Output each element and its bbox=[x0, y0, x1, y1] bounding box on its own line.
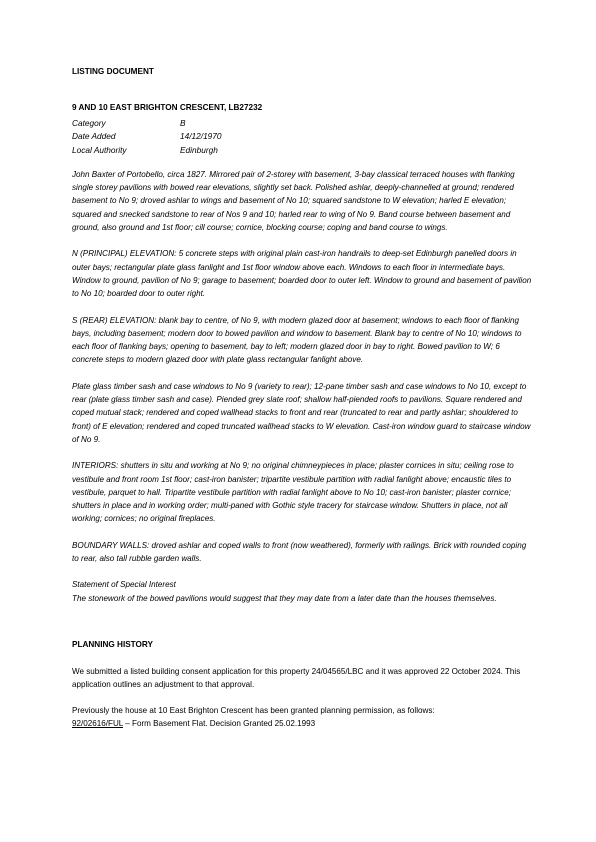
listing-metadata bbox=[72, 117, 532, 157]
planning-history-intro: Previously the house at 10 East Brighton Crescent has been granted planning permission, as follows: bbox=[72, 705, 435, 715]
meta-label: Category bbox=[72, 118, 106, 128]
meta-value: Edinburgh bbox=[180, 144, 218, 155]
north-elevation-paragraph: N (PRINCIPAL) ELEVATION: 5 concrete steps with original plain cast-iron handrails to deep-set Edinburgh panelled doors in outer bays; rectangular plate glass fanlight and 1st floor window above each. Windows to each floor in intermediate bays. Window to ground, pavilion of No 9; garage to basement; boarded door to outer left. Window to ground and basement of pavilion to No 10; boarded door to outer right. bbox=[72, 249, 532, 299]
statement-of-special-interest bbox=[72, 578, 532, 605]
planning-paragraph-history bbox=[72, 704, 532, 731]
planning-paragraph-approval: We submitted a listed building consent application for this property 24/04565/LBC and it was approved 22 October 2024. This application outlines an adjustment to that approval. bbox=[72, 666, 521, 690]
meta-label: Date Added bbox=[72, 131, 116, 142]
planning-history-heading: PLANNING HISTORY bbox=[72, 639, 153, 649]
interiors-paragraph: INTERIORS: shutters in situ and working at No 9; no original chimneypieces in place; plaster cornices in situ; ceiling rose to vestibule and front room 1st floor; cast-iron banister; tripartite vestibule partition with radial fanlight above; encaustic tiles to vestibule, parquet to hall. Tripartite vestibule partition with radial fanlight above to No 10; cast-iron banister; plaster cornice; shutters in place and in working order; multi-paned with Gothic style tracery for staircase window. Shutters in place, not all working; cornices; no original fireplaces. bbox=[72, 461, 514, 524]
planning-reference-description: – Form Basement Flat. Decision Granted 25.02.1993 bbox=[123, 718, 316, 728]
document-page bbox=[72, 66, 532, 730]
address-heading: 9 AND 10 EAST BRIGHTON CRESCENT, LB27232 bbox=[72, 103, 263, 112]
meta-row-category bbox=[72, 117, 532, 130]
windows-roof-paragraph: Plate glass timber sash and case windows to No 9 (variety to rear); 12-pane timber sash and case windows to No 10, except to rear (plate glass timber sash and case). Piended grey slate roof; shallow half-piended roofs to pavilions. Square rendered and coped mutual stack; rendered and coped wallhead stacks to front and rear (truncated to rear and partly ashlar; shouldered to front) of E elevation; rendered and coped truncated wallhead stacks to W elevation. Cast-iron window guard to staircase window of No 9. bbox=[72, 381, 531, 444]
listing-document-heading: LISTING DOCUMENT bbox=[72, 67, 154, 76]
description-paragraph: John Baxter of Portobello, circa 1827. Mirrored pair of 2-storey with basement, 3-bay classical terraced houses with flanking single storey pavilions with bowed rear elevations, slightly set back. Polished ashlar, deeply-channelled at ground; rendered basement to No 9; droved ashlar to wings and basement of No 10; squared sandstone to W elevation; harled E elevation; squared and snecked sandstone to rear of Nos 9 and 10; harled rear to wing of No 9. Band course between basement and ground, also ground and 1st floor; cill course; cornice, blocking course; coping and band course to wings. bbox=[72, 169, 515, 233]
planning-reference-link[interactable]: 92/02616/FUL bbox=[72, 718, 123, 728]
meta-value: B bbox=[180, 118, 186, 128]
planning-history-entry bbox=[72, 717, 532, 730]
meta-value: 14/12/1970 bbox=[180, 131, 222, 142]
south-elevation-paragraph: S (REAR) ELEVATION: blank bay to centre, of No 9, with modern glazed door at basement; windows to each floor of flanking bays, including basement; modern door to bowed pavilion and window to basement. Blank bay to centre of No 10; windows to each floor of flanking bays; opening to basement, bay to left; modern glazed door in bay to right. Bowed pavilion to W; 6 concrete steps to modern glazed door with plate glass rectangular fanlight above. bbox=[72, 315, 522, 365]
meta-row-date-added bbox=[72, 130, 532, 143]
statement-title: Statement of Special Interest bbox=[72, 580, 176, 590]
meta-row-local-authority bbox=[72, 144, 532, 157]
boundary-walls-paragraph: BOUNDARY WALLS: droved ashlar and coped walls to front (now weathered), formerly with railings. Brick with rounded coping to rear, also tall rubble garden walls. bbox=[72, 540, 527, 564]
meta-label: Local Authority bbox=[72, 144, 127, 155]
statement-text: The stonework of the bowed pavilions would suggest that they may date from a later date than the houses themselves. bbox=[72, 593, 497, 603]
